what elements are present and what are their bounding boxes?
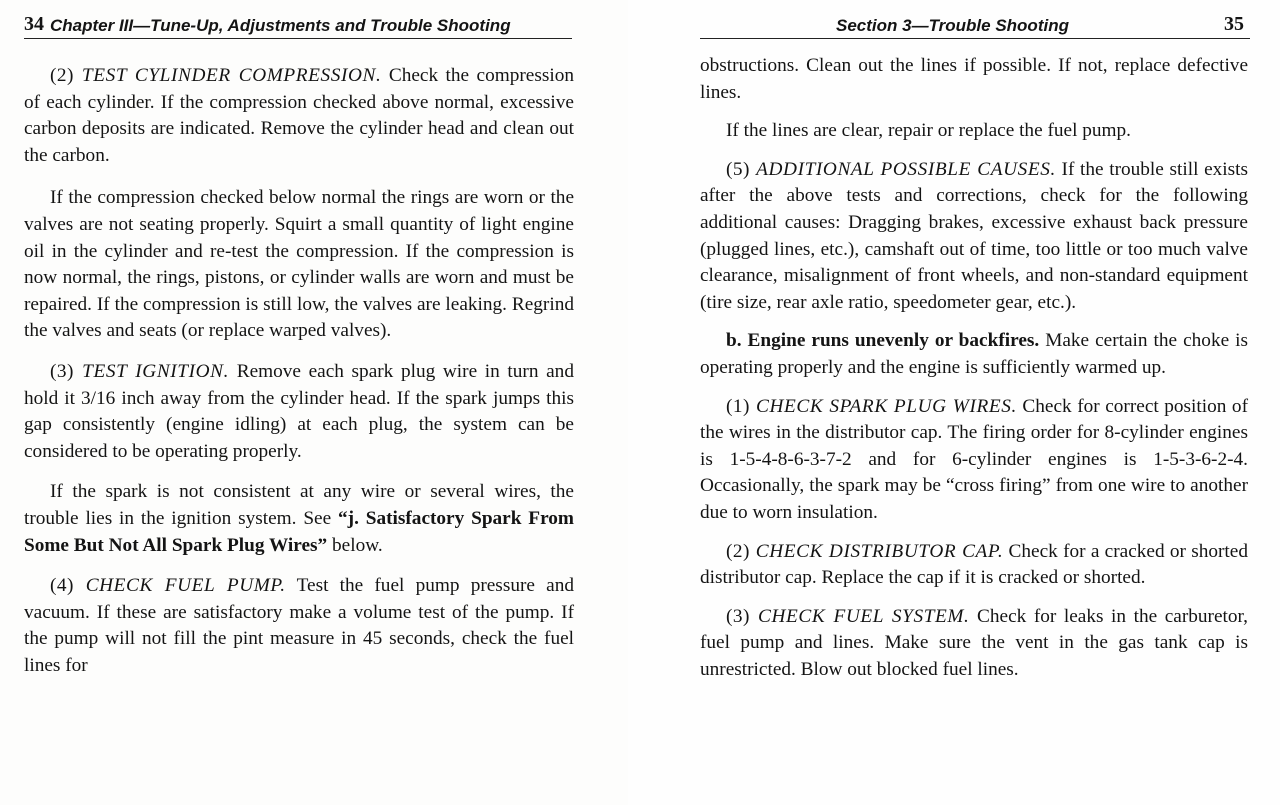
- section-heading: CHECK FUEL SYSTEM.: [758, 605, 970, 627]
- running-head: Chapter III—Tune-Up, Adjustments and Trouble Shooting: [50, 16, 511, 35]
- right-page-body: [700, 53, 1248, 683]
- paragraph-text: If the compression checked below normal the rings are worn or the valves are not seating properly. Squirt a small quantity of light engine oil in the cylinder and re-test the compression. If the compression is now normal, the rings, pistons, or cylinder walls are worn and must be repaired. If the compression is still low, the valves are leaking. Regrind the valves and seats (or replace warped valves).: [24, 187, 574, 342]
- right-page: [628, 0, 1280, 805]
- paragraph-text: If the trouble still exists after the above tests and corrections, check for the following additional causes: Dragging brakes, excessive exhaust back pressure (plugged lines, etc.), camshaft out of time, too little or too much valve clearance, misalignment of front wheels, and non-standard equipment (tire size, rear axle ratio, speedometer gear, etc.).: [700, 158, 1248, 313]
- paragraph: [24, 479, 574, 559]
- paragraph: [24, 359, 574, 465]
- paragraph: [700, 53, 1248, 106]
- running-head: Section 3—Trouble Shooting: [836, 16, 1069, 35]
- section-heading: TEST CYLINDER COMPRESSION.: [81, 65, 382, 86]
- left-page: [0, 0, 628, 805]
- item-number: (3): [50, 360, 83, 382]
- paragraph: [24, 63, 574, 169]
- item-number: (2): [726, 540, 756, 562]
- item-number: (4): [50, 575, 86, 597]
- paragraph: [24, 573, 574, 679]
- item-number: (3): [726, 605, 759, 627]
- paragraph: [700, 604, 1248, 684]
- section-heading: ADDITIONAL POSSIBLE CAUSES.: [756, 158, 1056, 180]
- left-page-body: [24, 63, 574, 679]
- paragraph-text: obstructions. Clean out the lines if possible. If not, replace defective lines.: [700, 55, 1248, 103]
- paragraph-text: Check for leaks in the carburetor, fuel pump and lines. Make sure the vent in the gas tank cap is unrestricted. Blow out blocked fuel lines.: [700, 605, 1248, 680]
- paragraph-text: If the lines are clear, repair or replace the fuel pump.: [726, 120, 1131, 142]
- paragraph-text: Check for correct position of the wires in the distributor cap. The firing order for 8-cylinder engines is 1-5-4-8-6-3-7-2 and for 6-cylinder engines is 1-5-3-6-2-4. Occasionally, the spark may be “cross firing” from one wire to another due to worn insulation.: [700, 395, 1248, 523]
- cross-reference: “j. Satisfactory Spark From Some But Not All Spark Plug Wires”: [24, 507, 574, 556]
- paragraph: [700, 394, 1248, 527]
- section-heading: TEST IGNITION.: [82, 360, 230, 382]
- paragraph: [700, 118, 1248, 145]
- item-number: (5): [726, 158, 757, 180]
- item-number: (1): [726, 395, 757, 417]
- left-running-header: [24, 0, 572, 39]
- section-heading: CHECK SPARK PLUG WIRES.: [756, 395, 1017, 417]
- page-number: 35: [1224, 13, 1244, 35]
- item-number: (2): [50, 65, 82, 86]
- paragraph-text: Check the compression of each cylinder. If the compression checked above normal, excessive carbon deposits are indicated. Remove the cylinder head and clean out the carbon.: [24, 65, 575, 166]
- section-heading: CHECK FUEL PUMP.: [85, 575, 286, 597]
- section-heading: b. Engine runs unevenly or backfires.: [726, 330, 1040, 352]
- paragraph-text: Remove each spark plug wire in turn and hold it 3/16 inch away from the cylinder head. If the spark jumps this gap consistently (engine idling) at each plug, the system can be considered to be operating properly.: [24, 360, 574, 462]
- section-heading: CHECK DISTRIBUTOR CAP.: [755, 540, 1004, 562]
- page-number: 34: [24, 13, 44, 35]
- paragraph: [700, 328, 1248, 381]
- paragraph: [700, 539, 1248, 592]
- paragraph-text: If the spark is not consistent at any wire or several wires, the trouble lies in the ignition system. See: [24, 481, 574, 529]
- paragraph-text: Make certain the choke is operating properly and the engine is sufficiently warmed up.: [700, 330, 1248, 378]
- right-running-header: [700, 0, 1250, 39]
- paragraph: [24, 185, 574, 345]
- paragraph: [700, 157, 1248, 317]
- paragraph-text: Check for a cracked or shorted distributor cap. Replace the cap if it is cracked or shorted.: [700, 540, 1248, 589]
- paragraph-text: below.: [327, 534, 383, 556]
- paragraph-text: Test the fuel pump pressure and vacuum. If these are satisfactory make a volume test of the pump. If the pump will not fill the pint measure in 45 seconds, check the fuel lines for: [24, 575, 574, 676]
